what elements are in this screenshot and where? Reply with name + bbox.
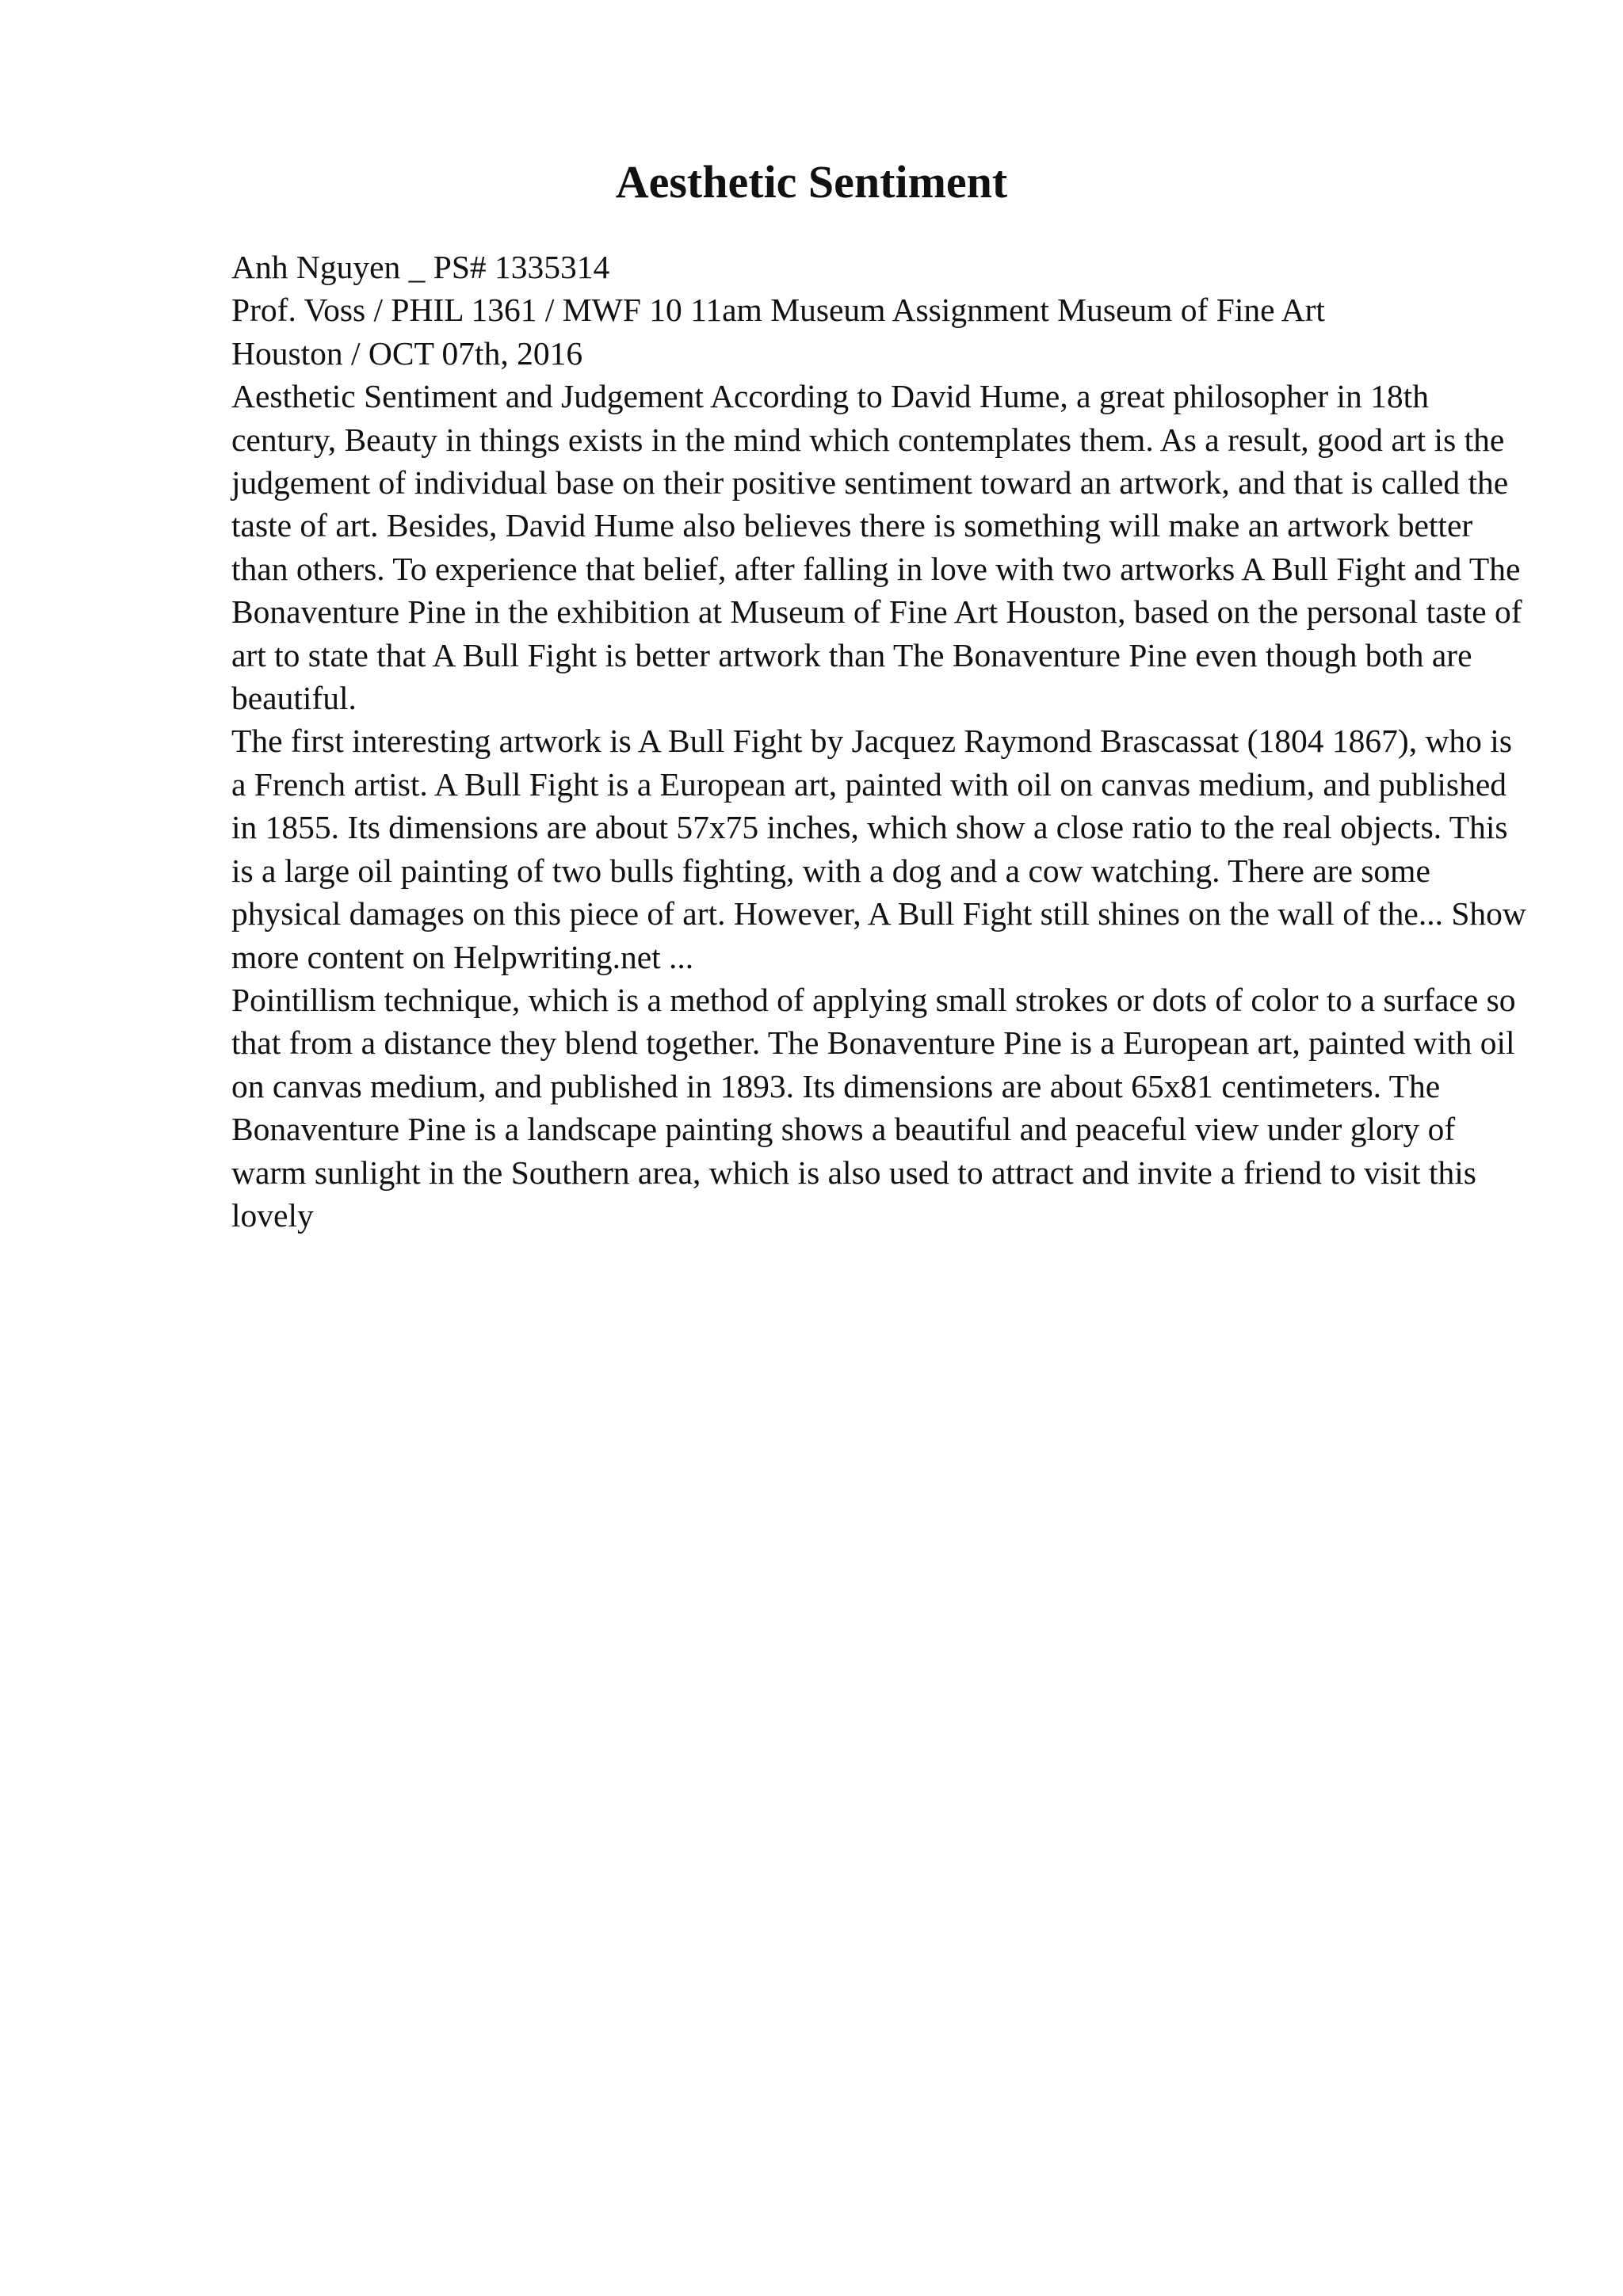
body-paragraph: Aesthetic Sentiment and Judgement According to David Hume, a great philosopher in 18th century, Beauty in things exists in the mind which contemplates them. As a result, good art is the judgement of individual base on their positive sentiment toward an artwork, and that is called the taste of art. Besides, David Hume also believes there is something will make an artwork better than others. To experience that belief, after falling in love with two artworks A Bull Fight and The Bonaventure Pine in the exhibition at Museum of Fine Art Houston, based on the personal taste of art to state that A Bull Fight is better artwork than The Bonaventure Pine even though both are beautiful. [231, 378, 1522, 717]
body-paragraph: The first interesting artwork is A Bull Fight by Jacquez Raymond Brascassat (1804 1867), who is a French artist. A Bull Fight is a European art, painted with oil on canvas medium, and published in 1855. Its dimensions are about 57x75 inches, which show a close ratio to the real objects. This is a large oil painting of two bulls fighting, with a dog and a cow watching. There are some physical damages on this piece of art. However, A Bull Fight still shines on the wall of the... Show more content on Helpwriting.net ... [231, 723, 1526, 975]
date-line: Houston / OCT 07th, 2016 [231, 334, 583, 372]
document-body [231, 246, 1531, 1237]
document-title: Aesthetic Sentiment [615, 156, 1008, 208]
body-paragraph: Pointillism technique, which is a method of applying small strokes or dots of color to a surface so that from a distance they blend together. The Bonaventure Pine is a European art, painted with oil on canvas medium, and published in 1893. Its dimensions are about 65x81 centimeters. The Bonaventure Pine is a landscape painting shows a beautiful and peaceful view under glory of warm sunlight in the Southern area, which is also used to attract and invite a friend to visit this lovely [231, 981, 1516, 1234]
course-line: Prof. Voss / PHIL 1361 / MWF 10 11am Museum Assignment Museum of Fine Art [231, 292, 1325, 329]
author-line: Anh Nguyen _ PS# 1335314 [231, 249, 610, 285]
